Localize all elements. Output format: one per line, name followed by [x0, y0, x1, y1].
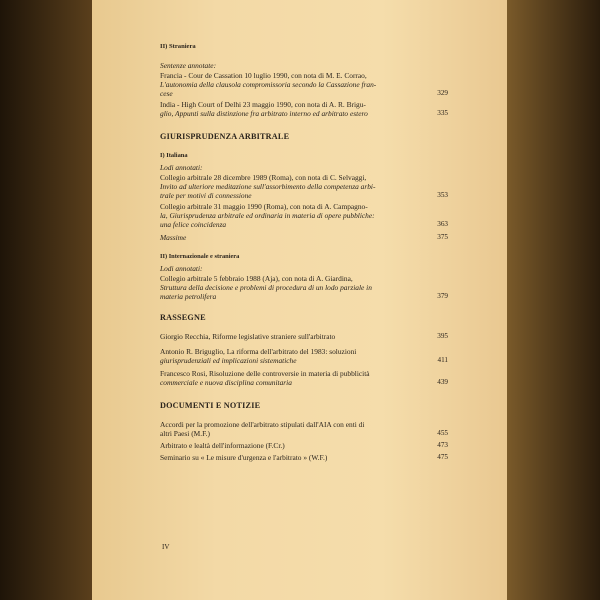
part-heading: DOCUMENTI E NOTIZIE	[160, 401, 261, 410]
page-number: 475	[437, 453, 448, 461]
toc-entry: Francia - Cour de Cassation 10 luglio 1990, con nota di M. E. Corrao, L'autonomia della clausola compromissoria secondo la Cassazione fran- cese 329	[160, 71, 448, 98]
toc-entry: Collegio arbitrale 31 maggio 1990 (Roma), con nota di A. Campagno- la, Giurisprudenza arbitrale ed ordinaria in materia di opere pubbliche: una felice coincidenza 363	[160, 202, 448, 229]
section-heading: II) Straniera	[160, 43, 196, 50]
part-heading: RASSEGNE	[160, 313, 206, 322]
toc-entry: Collegio arbitrale 5 febbraio 1988 (Aja), con nota di A. Giardina, Struttura della decisione e problemi di procedura di un lodo parziale in materia petrolifera 379	[160, 274, 448, 301]
subheading: Sentenze annotate:	[160, 61, 217, 70]
page-number: 439	[437, 378, 448, 386]
toc-entry: Accordi per la promozione dell'arbitrato stipulati dall'AIA con enti di altri Paesi (M.F.) 455	[160, 420, 448, 438]
page-number: 379	[437, 292, 448, 300]
toc-entry: Collegio arbitrale 28 dicembre 1989 (Roma), con nota di C. Selvaggi, Invito ad ulteriore meditazione sull'assorbimento della competenza arbi- trale per motivi di connessione 353	[160, 173, 448, 200]
page-number: 353	[437, 191, 448, 199]
page-folio: IV	[162, 543, 170, 551]
toc-entry: Antonio R. Briguglio, La riforma dell'arbitrato del 1983: soluzioni giurisprudenziali ed implicazioni sistematiche 411	[160, 347, 448, 365]
book-page	[92, 0, 507, 600]
page-number: 411	[437, 356, 448, 364]
subheading: Lodi annotati:	[160, 163, 203, 172]
page-number: 329	[437, 89, 448, 97]
toc-entry: Giorgio Recchia, Riforme legislative straniere sull'arbitrato 395	[160, 332, 448, 341]
toc-entry: India - High Court of Delhi 23 maggio 1990, con nota di A. R. Brigu- glio, Appunti sulla distinzione fra arbitrato interno ed arbitrato estero 335	[160, 100, 448, 118]
part-heading: GIURISPRUDENZA ARBITRALE	[160, 132, 290, 141]
toc-entry: Arbitrato e lealtà dell'informazione (F.Cr.) 473	[160, 441, 448, 450]
section-heading: I) Italiana	[160, 152, 188, 159]
background-right	[507, 0, 600, 600]
background-left	[0, 0, 92, 600]
subheading: Lodi annotati:	[160, 264, 203, 273]
page-number: 395	[437, 332, 448, 340]
toc-entry: Massime 375	[160, 233, 448, 242]
section-heading: II) Internazionale e straniera	[160, 253, 240, 260]
page-number: 375	[437, 233, 448, 241]
toc-entry: Seminario su « Le misure d'urgenza e l'arbitrato » (W.F.) 475	[160, 453, 448, 462]
page-number: 473	[437, 441, 448, 449]
page-number: 455	[437, 429, 448, 437]
table-of-contents	[160, 42, 448, 464]
toc-entry: Francesco Rosi, Risoluzione delle controversie in materia di pubblicità commerciale e nuova disciplina comunitaria 439	[160, 369, 448, 387]
page-number: 335	[437, 109, 448, 117]
page-number: 363	[437, 220, 448, 228]
